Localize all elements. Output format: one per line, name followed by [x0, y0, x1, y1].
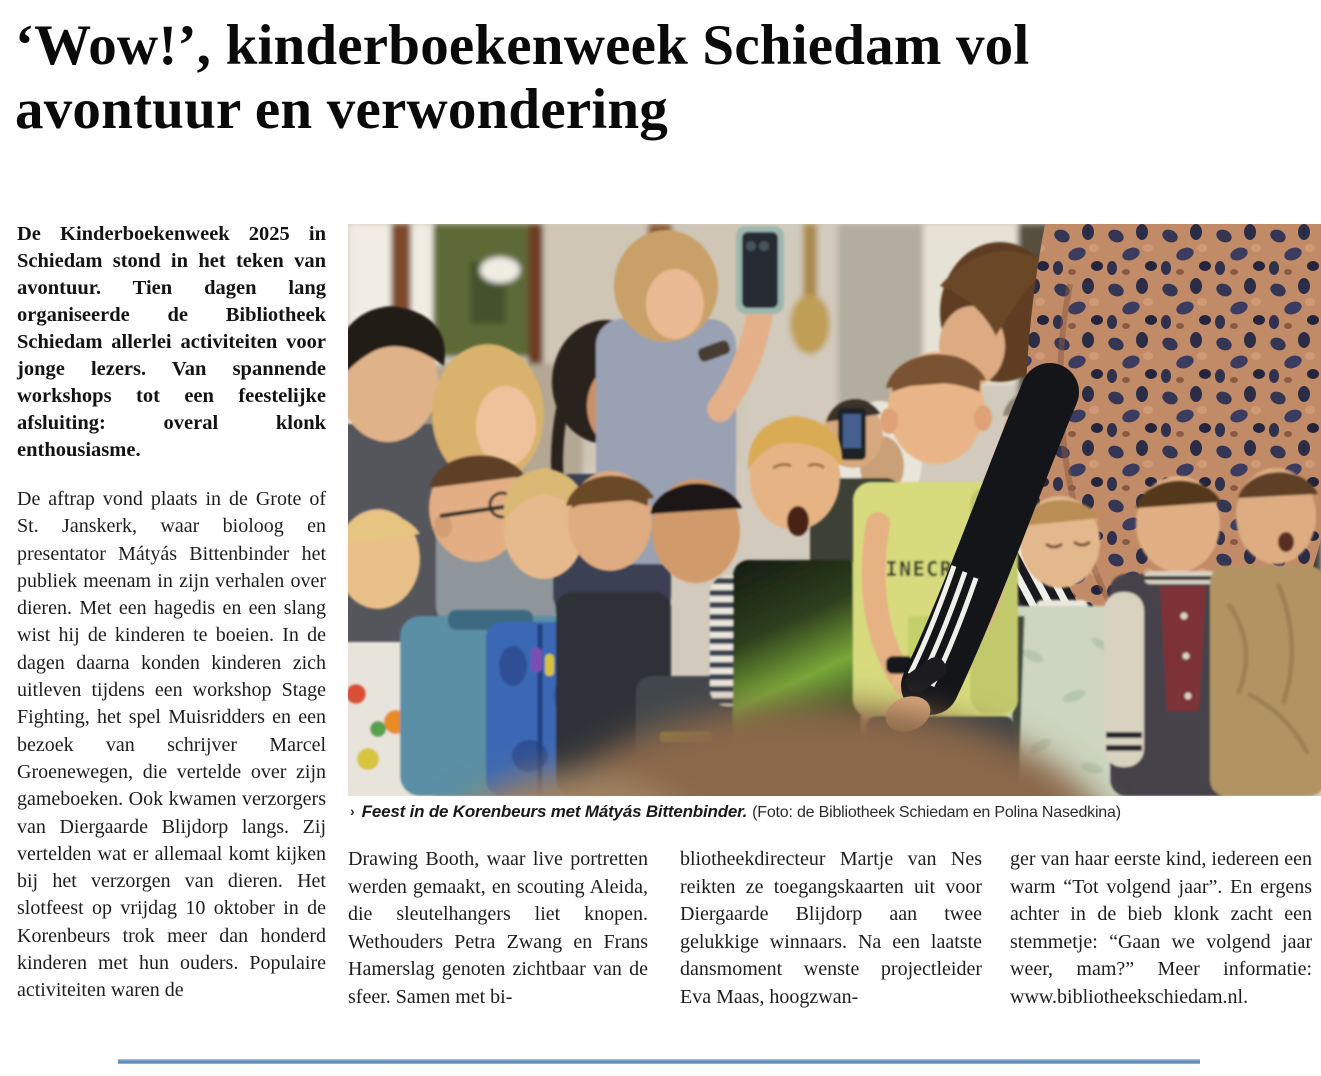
article-column-2: bliotheekdirecteur Martje van Nes reikten ze toegangskaarten uit voor Diergaarde Blijdorp aan twee gelukkige winnaars. Na een laatste dansmoment wenste projectleider Eva Maas, hoogzwan- [680, 848, 982, 1008]
article-photo [348, 224, 1321, 796]
minecraft-shirt-text: MINECRAFT [872, 557, 994, 581]
article-intro: De Kinderboekenweek 2025 in Schiedam stond in het teken van avontuur. Tien dagen lang organiseerde de Bibliotheek Schiedam allerlei activiteiten voor jonge lezers. Van spannende workshops tot een feestelijke afsluiting: overal klonk enthousiasme. [17, 223, 326, 461]
crowd-right [1000, 468, 1321, 796]
article-headline [15, 14, 1310, 142]
website-url: www.bibliotheekschiedam.nl [1010, 985, 1244, 1008]
photo-caption [350, 801, 1321, 824]
caption-text: Feest in de Korenbeurs met Mátyás Bittenbinder. [361, 802, 748, 821]
article-column-1: Drawing Booth, waar live portretten werden gemaakt, en scouting Aleida, die sleutelhangers liet knopen. Wethouders Petra Zwang en Frans Hamerslag genoten zichtbaar van de sfeer. Samen met bi- [348, 848, 648, 1008]
caption-arrow-icon: › [350, 803, 355, 819]
article-body-left-column: De aftrap vond plaats in de Grote of St. Janskerk, waar bioloog en presentator Mátyás Bittenbinder het publiek meenam in zijn verhalen over dieren. Met een hagedis en een slang wist hij de kinderen te boeien. In de dagen daarna konden kinderen zich uitleven tijdens een workshop Stage Fighting, het spel Muisridders en een bezoek van schrijver Marcel Groenewegen, die vertelde over zijn gameboeken. Ook kwamen verzorgers van Diergaarde Blijdorp langs. Zij vertelden wat er allemaal komt kijken bij het verzorgen van dieren. Het slotfeest op vrijdag 10 oktober in de Korenbeurs trok meer dan honderd kinderen met hun ouders. Populaire activiteiten waren de [17, 488, 326, 1002]
headline-line-1: ‘Wow!’, kinderboekenweek Schiedam vol [15, 14, 1030, 77]
article-column-3 [1010, 846, 1312, 1011]
photo-illustration [348, 224, 1321, 796]
bottom-divider [118, 1059, 1200, 1064]
column-3-period: . [1243, 985, 1249, 1008]
headline-line-2: avontuur en verwondering [15, 78, 668, 141]
caption-credit: (Foto: de Bibliotheek Schiedam en Polina Nasedkina) [752, 804, 1121, 821]
column-3-text: ger van haar eerste kind, iedereen een warm “Tot volgend jaar”. En ergens achter in de bieb klonk zacht een stemmetje: “Gaan we volgend jaar weer, mam?” Meer informatie: [1010, 848, 1312, 980]
